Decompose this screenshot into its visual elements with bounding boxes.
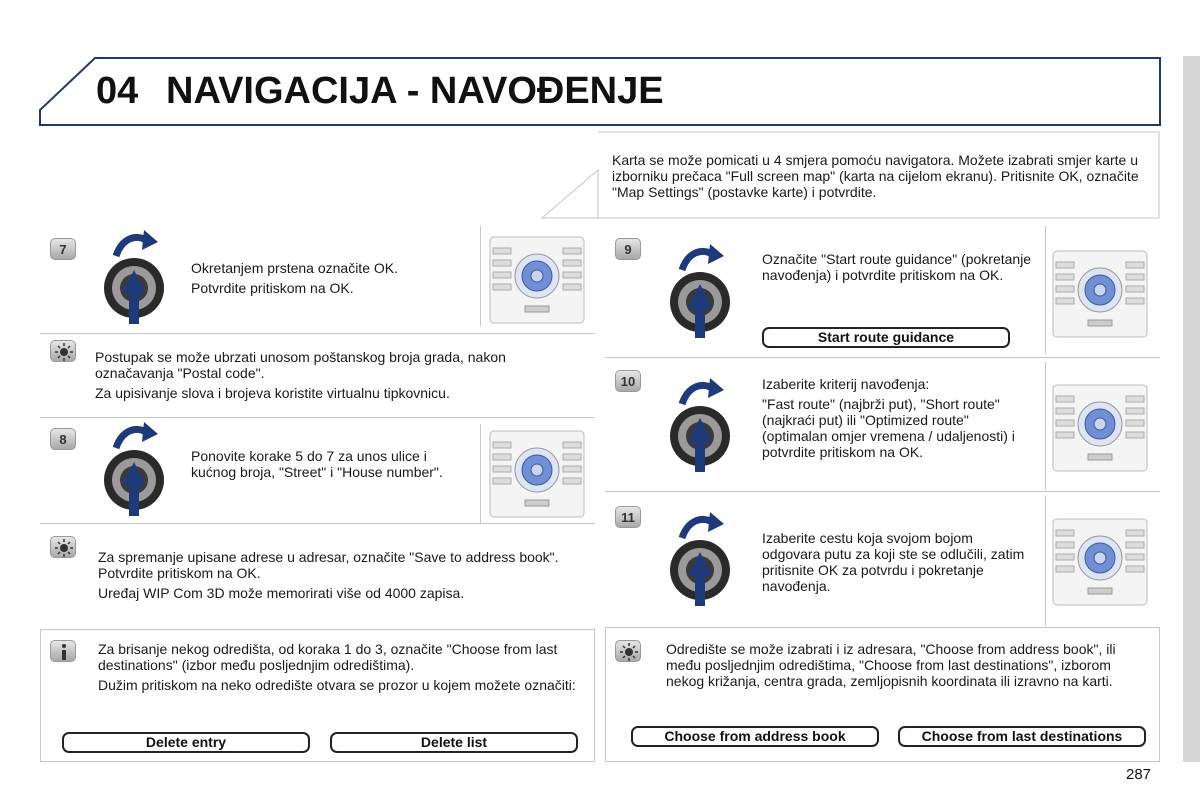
tip-3-text: Odredište se može izabrati i iz adresara, "Choose from address book", ili među posljednjim odredištima, "Choose from last destinations", izborom nekog križanja, centra grada, zemljopisnih koordinata ili izravno na karti.	[666, 641, 1116, 689]
knob-ring-rotate-icon	[100, 226, 174, 326]
knob-press-ok-icon	[666, 374, 740, 474]
choose-from-address-book-button[interactable]: Choose from address book	[631, 726, 879, 747]
intro-text: Karta se može pomicati u 4 smjera pomoću navigatora. Možete izabrati smjer karte u izborniku prečaca "Full screen map" (karta na cijelom ekranu). Pritisnite OK, označite "Map Settings" (postavke karte) i potvrdite.	[612, 152, 1139, 200]
page-number: 287	[1126, 766, 1152, 783]
step-11-text: Izaberite cestu koja svojom bojom odgovara putu za koji ste se odlučili, zatim pritisnite OK za potvrdu i pokretanje navođenja.	[762, 530, 1025, 594]
step-9-text: Označite "Start route guidance" (pokretanje navođenja) i potvrdite pritiskom na OK.	[762, 251, 1032, 283]
tip-2-line2: Uređaj WIP Com 3D može memorirati više od 4000 zapisa.	[98, 585, 465, 601]
step-10-line2: "Fast route" (najbrži put), "Short route" (najkraći put) ili "Optimized route" (optimalan omjer vremena / udaljenosti) i potvrdite pritiskom na OK.	[762, 396, 1015, 460]
radio-unit-icon	[1052, 384, 1148, 472]
radio-unit-icon	[1052, 250, 1148, 338]
knob-press-ok-icon	[666, 508, 740, 608]
tip-bulb-icon	[50, 340, 76, 362]
step-8-text: Ponovite korake 5 do 7 za unos ulice i kućnog broja, "Street" i "House number".	[191, 448, 443, 480]
radio-unit-icon	[1052, 518, 1148, 606]
step-8-badge: 8	[50, 428, 76, 450]
step-9-badge: 9	[615, 238, 641, 260]
choose-from-last-destinations-button[interactable]: Choose from last destinations	[898, 726, 1146, 747]
info-icon	[50, 640, 76, 662]
radio-unit-icon	[489, 236, 585, 324]
start-route-guidance-button[interactable]: Start route guidance	[762, 327, 1010, 348]
chapter-title: NAVIGACIJA - NAVOĐENJE	[166, 70, 664, 112]
tip-bulb-icon	[50, 536, 76, 558]
step-10-line1: Izaberite kriterij navođenja:	[762, 376, 930, 392]
step-7-line2: Potvrdite pritiskom na OK.	[191, 280, 354, 296]
tip-bulb-icon	[615, 640, 641, 662]
radio-unit-icon	[489, 430, 585, 518]
step-7-badge: 7	[50, 238, 76, 260]
delete-list-button[interactable]: Delete list	[330, 732, 578, 753]
info-line2: Dužim pritiskom na neko odredište otvara se prozor u kojem možete označiti:	[98, 677, 576, 693]
info-line1: Za brisanje nekog odredišta, od koraka 1 do 3, označite "Choose from last destinations" (izbor među posljednjim odredištima).	[98, 641, 558, 673]
step-11-badge: 11	[615, 506, 641, 528]
tip-2-line1: Za spremanje upisane adrese u adresar, označite "Save to address book". Potvrdite pritiskom na OK.	[98, 549, 559, 581]
knob-ring-rotate-icon	[100, 418, 174, 518]
tip-1-line2: Za upisivanje slova i brojeva koristite virtualnu tipkovnicu.	[95, 385, 450, 401]
delete-entry-button[interactable]: Delete entry	[62, 732, 310, 753]
chapter-number: 04	[96, 70, 139, 112]
tip-1-line1: Postupak se može ubrzati unosom poštanskog broja grada, nakon označavanja "Postal code".	[95, 349, 506, 381]
step-10-badge: 10	[615, 370, 641, 392]
step-7-line1: Okretanjem prstena označite OK.	[191, 260, 398, 276]
knob-press-ok-icon	[666, 240, 740, 340]
side-tab-bar	[1183, 56, 1200, 762]
